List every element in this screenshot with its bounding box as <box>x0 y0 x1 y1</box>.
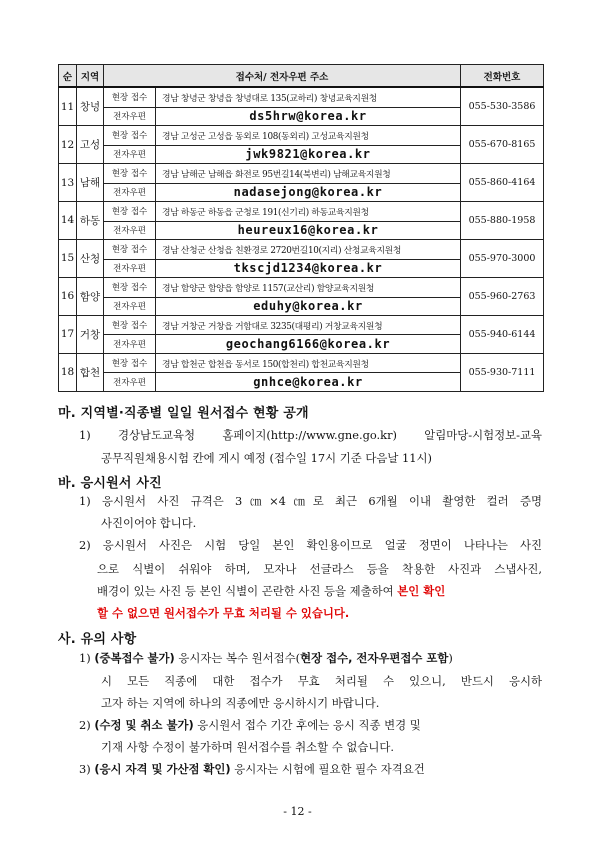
onsite-label: 현장 접수 <box>104 87 156 107</box>
email-cell: heureux16@korea.kr <box>156 221 461 239</box>
address-cell: 경남 합천군 합천읍 동서로 150(합천리) 합천교육지원청 <box>156 353 461 373</box>
item-number: 2) <box>79 718 91 732</box>
address-cell: 경남 산청군 산청읍 친환경로 2720번길10(지리) 산청교육지원청 <box>156 239 461 259</box>
bold-label: (응시 자격 및 가산점 확인) <box>94 762 231 776</box>
section-ba-item1-line1: 1) 응시원서 사진 규격은 3㎝×4㎝로 최근 6개월 이내 촬영한 컬러 증명 <box>79 494 542 508</box>
section-ma-item1-line2: 공무직원채용시험 칸에 게시 예정 (접수일 17시 기준 다음날 11시) <box>101 451 432 465</box>
region-cell: 함양 <box>77 277 104 315</box>
table-row <box>59 277 544 297</box>
phone-cell: 055-670-8165 <box>461 126 544 164</box>
onsite-label: 현장 접수 <box>104 277 156 297</box>
table-row <box>59 126 544 146</box>
table-row <box>59 239 544 259</box>
region-cell: 하동 <box>77 202 104 240</box>
item-text: 응시자는 복수 원서접수( <box>178 651 301 665</box>
section-sa-item1-line3: 고자 하는 지역에 하나의 직종에만 응시하시기 바랍니다. <box>101 696 380 710</box>
onsite-label: 현장 접수 <box>104 126 156 146</box>
section-sa-item3-line1 <box>79 761 425 777</box>
bold-label: (중복접수 불가) <box>94 651 175 665</box>
page-number: - 12 - <box>283 805 312 818</box>
address-cell: 경남 남해군 남해읍 화전로 95번길14(북변리) 남해교육지원청 <box>156 164 461 184</box>
email-cell: nadasejong@korea.kr <box>156 183 461 201</box>
email-cell: gnhce@korea.kr <box>156 373 461 392</box>
email-label: 전자우편 <box>104 297 156 315</box>
bold-label: (수정 및 취소 불가) <box>94 718 194 732</box>
email-label: 전자우편 <box>104 183 156 201</box>
row-number: 13 <box>59 164 77 202</box>
section-ma-heading: 마. 지역별·직종별 일일 원서접수 현황 공개 <box>58 406 309 421</box>
header-no: 순 <box>59 65 77 88</box>
region-cell: 거창 <box>77 315 104 353</box>
section-sa-item1-line1 <box>79 650 453 666</box>
warning-text: 본인 확인 <box>397 584 446 598</box>
onsite-label: 현장 접수 <box>104 353 156 373</box>
email-cell: ds5hrw@korea.kr <box>156 107 461 125</box>
email-label: 전자우편 <box>104 221 156 239</box>
section-ba-item2-line2: 으로 식별이 쉬워야 하며, 모자나 선글라스 등을 착용한 사진과 스냅사진, <box>97 562 542 576</box>
section-sa-item2-line2: 기재 사항 수정이 불가하며 원서접수를 취소할 수 없습니다. <box>101 740 395 754</box>
section-ma-item1-line1: 1) 경상남도교육청 홈페이지(http://www.gne.go.kr) 알림마당-시험정보-교육 <box>79 428 542 442</box>
email-cell: jwk9821@korea.kr <box>156 145 461 163</box>
region-cell: 산청 <box>77 239 104 277</box>
address-cell: 경남 거창군 거창읍 거함대로 3235(대평리) 거창교육지원청 <box>156 315 461 335</box>
phone-cell: 055-880-1958 <box>461 202 544 240</box>
email-cell: eduhy@korea.kr <box>156 297 461 315</box>
table-row <box>59 87 544 107</box>
row-number: 16 <box>59 277 77 315</box>
region-cell: 남해 <box>77 164 104 202</box>
item-number: 1) <box>79 651 91 665</box>
email-label: 전자우편 <box>104 145 156 163</box>
row-number: 15 <box>59 239 77 277</box>
bold-label: 현장 접수, 전자우편접수 포함 <box>300 651 449 665</box>
header-phone: 전화번호 <box>461 65 544 88</box>
phone-cell: 055-960-2763 <box>461 277 544 315</box>
phone-cell: 055-970-3000 <box>461 239 544 277</box>
email-cell: tkscjd1234@korea.kr <box>156 259 461 277</box>
header-address: 접수처/ 전자우편 주소 <box>104 65 461 88</box>
table-header-row <box>59 65 544 88</box>
row-number: 18 <box>59 353 77 391</box>
table-row <box>59 353 544 373</box>
table-body <box>59 87 544 392</box>
phone-cell: 055-860-4164 <box>461 164 544 202</box>
item-number: 3) <box>79 762 91 776</box>
row-number: 17 <box>59 315 77 353</box>
onsite-label: 현장 접수 <box>104 202 156 222</box>
address-cell: 경남 함양군 함양읍 함양로 1157(교산리) 함양교육지원청 <box>156 277 461 297</box>
row-number: 11 <box>59 87 77 126</box>
row-number: 12 <box>59 126 77 164</box>
email-label: 전자우편 <box>104 373 156 392</box>
region-cell: 창녕 <box>77 87 104 126</box>
section-sa-item1-line2: 시 모든 직종에 대한 접수가 무효 처리될 수 있으니, 반드시 응시하 <box>101 674 542 688</box>
item-text: 응시원서 접수 기간 후에는 응시 직종 변경 및 <box>197 718 421 732</box>
row-number: 14 <box>59 202 77 240</box>
section-ba-item2-line3-text: 배경이 있는 사진 등 본인 식별이 곤란한 사진 등을 제출하여 <box>97 584 394 598</box>
section-ba-item1-line2: 사진이어야 합니다. <box>101 516 197 530</box>
warning-text-line2: 할 수 없으면 원서접수가 무효 처리될 수 있습니다. <box>97 606 350 620</box>
region-cell: 고성 <box>77 126 104 164</box>
phone-cell: 055-930-7111 <box>461 353 544 391</box>
phone-cell: 055-940-6144 <box>461 315 544 353</box>
item-text: 응시자는 시험에 필요한 필수 자격요건 <box>234 762 425 776</box>
header-region: 지역 <box>77 65 104 88</box>
email-label: 전자우편 <box>104 107 156 125</box>
onsite-label: 현장 접수 <box>104 164 156 184</box>
table-row <box>59 164 544 184</box>
address-cell: 경남 하동군 하동읍 군청로 191(신기리) 하동교육지원청 <box>156 202 461 222</box>
address-cell: 경남 고성군 고성읍 동외로 108(동외리) 고성교육지원청 <box>156 126 461 146</box>
section-ba-item2-line1: 2) 응시원서 사진은 시험 당일 본인 확인용이므로 얼굴 정면이 나타나는 사진 <box>79 538 542 552</box>
table-row <box>59 315 544 335</box>
phone-cell: 055-530-3586 <box>461 87 544 126</box>
section-sa-item2-line1 <box>79 717 421 733</box>
section-ba-heading: 바. 응시원서 사진 <box>58 476 162 491</box>
section-sa-heading: 사. 유의 사항 <box>58 632 137 647</box>
item-text: ) <box>448 651 453 665</box>
onsite-label: 현장 접수 <box>104 315 156 335</box>
region-cell: 합천 <box>77 353 104 391</box>
application-office-table <box>58 64 544 392</box>
section-ba-item2-line3 <box>97 583 445 599</box>
email-cell: geochang6166@korea.kr <box>156 335 461 353</box>
table-row <box>59 202 544 222</box>
email-label: 전자우편 <box>104 335 156 353</box>
onsite-label: 현장 접수 <box>104 239 156 259</box>
email-label: 전자우편 <box>104 259 156 277</box>
address-cell: 경남 창녕군 창녕읍 창녕대로 135(교하리) 창녕교육지원청 <box>156 87 461 107</box>
